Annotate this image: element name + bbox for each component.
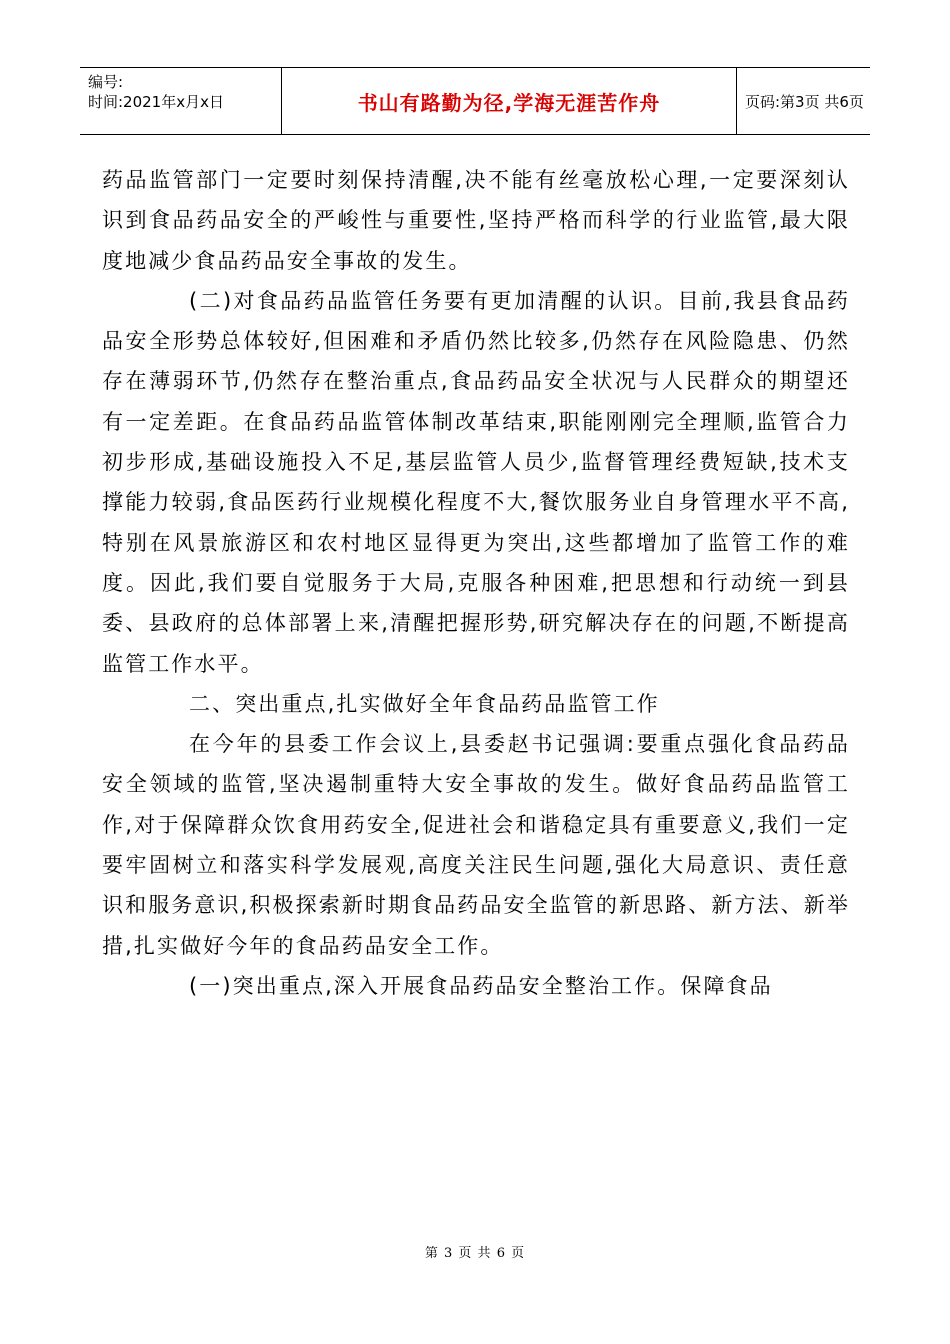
document-number-label: 编号: (88, 73, 124, 91)
page-header (80, 67, 870, 135)
page-footer: 第 3 页 共 6 页 (424, 1246, 526, 1261)
header-motto-cell (281, 68, 737, 134)
section-heading: 二、突出重点,扎实做好全年食品药品监管工作 (189, 691, 660, 716)
document-body (102, 160, 850, 1006)
body-paragraph: 药品监管部门一定要时刻保持清醒,决不能有丝毫放松心理,一定要深刻认识到食品药品安全的严峻性与重要性,坚持严格而科学的行业监管,最大限度地减少食品药品安全事故的发生。 (102, 168, 850, 273)
header-meta (80, 68, 281, 134)
header-page-info: 页码:第3页 共6页 (745, 92, 864, 111)
header-page-cell (737, 68, 870, 134)
document-time-label: 时间:2021年x月x日 (88, 93, 224, 111)
body-paragraph: (一)突出重点,深入开展食品药品安全整治工作。保障食品 (189, 973, 773, 998)
body-paragraph: (二)对食品药品监管任务要有更加清醒的认识。目前,我县食品药品安全形势总体较好,但困难和矛盾仍然比较多,仍然存在风险隐患、仍然存在薄弱环节,仍然存在整治重点,食品药品安全状况与人民群众的期望还有一定差距。在食品药品监管体制改革结束,职能刚刚完全理顺,监管合力初步形成,基础设施投入不足,基层监管人员少,监督管理经费短缺,技术支撑能力较弱,食品医药行业规模化程度不大,餐饮服务业自身管理水平不高,特别在风景旅游区和农村地区显得更为突出,这些都增加了监管工作的难度。因此,我们要自觉服务于大局,克服各种困难,把思想和行动统一到县委、县政府的总体部署上来,清醒把握形势,研究解决存在的问题,不断提高监管工作水平。 (102, 288, 850, 676)
body-paragraph: 在今年的县委工作会议上,县委赵书记强调:要重点强化食品药品安全领域的监管,坚决遏制重特大安全事故的发生。做好食品药品监管工作,对于保障群众饮食用药安全,促进社会和谐稳定具有重要意义,我们一定要牢固树立和落实科学发展观,高度关注民生问题,强化大局意识、责任意识和服务意识,积极探索新时期食品药品安全监管的新思路、新方法、新举措,扎实做好今年的食品药品安全工作。 (102, 732, 850, 958)
header-motto: 书山有路勤为径,学海无涯苦作舟 (357, 90, 661, 115)
